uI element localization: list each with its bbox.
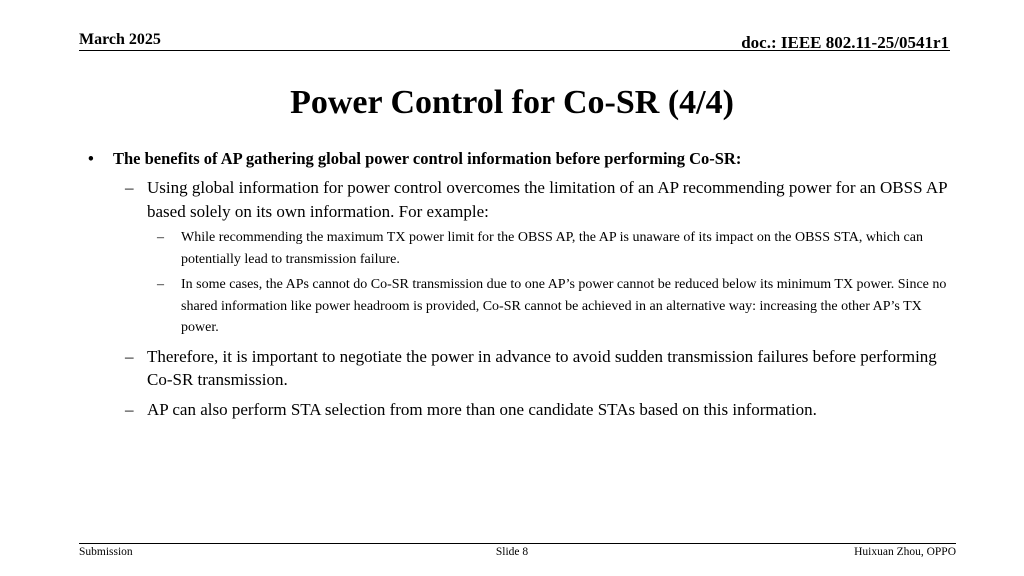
sub-sub-bullet-text: In some cases, the APs cannot do Co-SR transmission due to one AP’s power cannot be reduced below its minimum TX power. Since no shared information like power headroom is provided, Co-SR cannot be achieved in an alternative way: increasing the other AP’s TX power. (181, 277, 947, 335)
slide-content (84, 148, 954, 421)
footer-author: Huixuan Zhou, OPPO (854, 546, 956, 558)
sub-bullet-text: Therefore, it is important to negotiate the power in advance to avoid sudden transmission failures before performing Co-SR transmission. (147, 346, 937, 389)
footer-slide-number: Slide 8 (495, 546, 529, 558)
sub-bullet-global-info (84, 176, 954, 223)
footer-divider (79, 543, 956, 544)
footer-submission: Submission (79, 546, 133, 558)
header-divider (79, 50, 950, 51)
header-date: March 2025 (79, 31, 161, 48)
dash-marker: – (125, 346, 134, 366)
sub-sub-bullet-min-tx-power (84, 274, 954, 339)
slide-title: Power Control for Co-SR (4/4) (290, 84, 734, 121)
sub-bullet-sta-selection (84, 398, 954, 422)
bullet-text: The benefits of AP gathering global power control information before performing Co-SR: (113, 149, 742, 168)
sub-bullet-negotiate-power (84, 345, 954, 392)
dash-marker: – (157, 277, 164, 292)
sub-sub-bullet-max-tx-power (84, 227, 954, 270)
sub-bullet-text: AP can also perform STA selection from more than one candidate STAs based on this information. (147, 399, 817, 419)
sub-bullet-text: Using global information for power control overcomes the limitation of an AP recommending power for an OBSS AP based solely on its own information. For example: (147, 178, 947, 221)
dash-marker: – (125, 399, 134, 419)
header-doc-id: doc.: IEEE 802.11-25/0541r1 (741, 33, 949, 52)
sub-sub-bullet-text: While recommending the maximum TX power limit for the OBSS AP, the AP is unaware of its impact on the OBSS STA, which can potentially lead to transmission failure. (181, 230, 923, 267)
dash-marker: – (157, 230, 164, 245)
bullet-marker: • (88, 149, 94, 168)
dash-marker: – (125, 178, 134, 197)
bullet-benefits (84, 148, 954, 170)
